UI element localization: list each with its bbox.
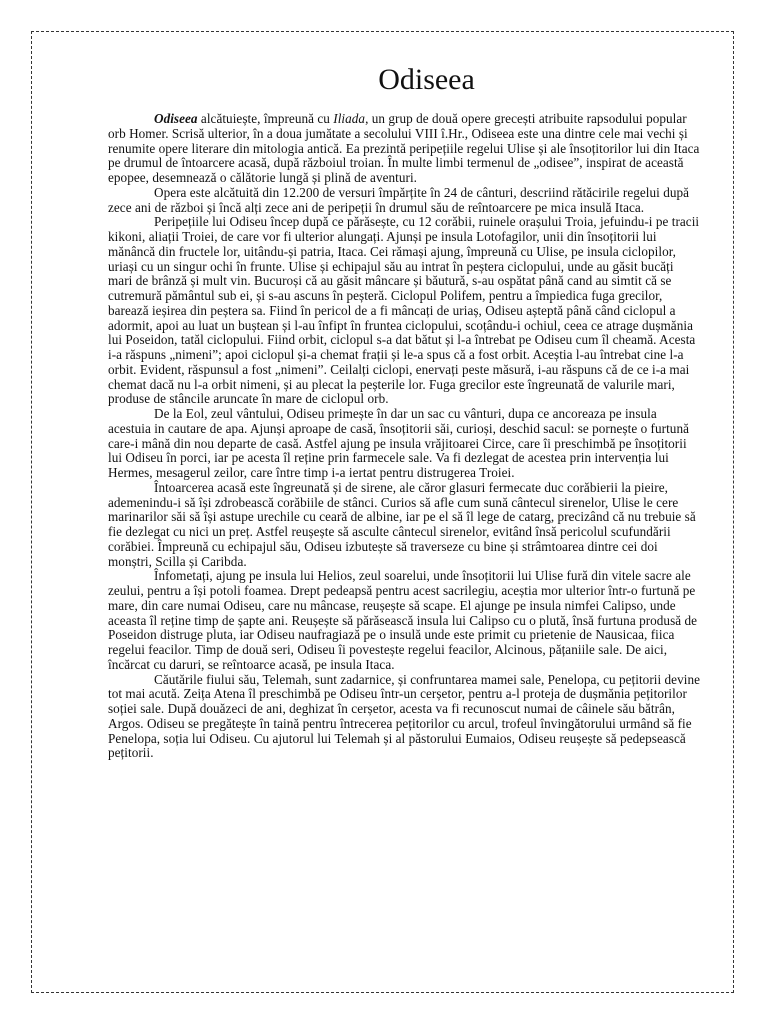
paragraph: Căutările fiului său, Telemah, sunt zadarnice, și confruntarea mamei sale, Penelopa, cu pețitorii devine tot mai acută. Zeița Atena îl preschimbă pe Odiseu într-un cerșetor, pentru a-l proteja de dușmănia pețitorilor soției sale. După douăzeci de ani, deghizat în cerșetor, acesta va fi recunoscut numai de câinele său bătrân, Argos. Odiseu se pregătește în taină pentru întrecerea pețitorilor cu arcul, trofeul învingătorului urmând să fie Penelopa, soția lui Odiseu. Cu ajutorul lui Telemah și al păstorului Eumaios, Odiseu reușește să pedepsească pețitorii. — [108, 671, 700, 761]
title-reference-iliada: Iliada — [333, 111, 366, 126]
title-reference-odiseea: Odiseea — [154, 111, 198, 126]
intro-text-part2: , un grup de două opere grecești atribuite rapsodului popular orb Homer. Scrisă ulterior, în a doua jumătate a secolului VIII î.Hr., Odiseea este una dintre cele mai vechi și renumite opere literare din mitologia antică. Ea prezintă peripețiile regelui Ulise și ale însoțitorilor lui din Itaca pe drumul de întoarcere acasă, după războiul troian. În multe limbi termenul de „odisee”, inspirat de această epopee, desemnează o călătorie lungă și plină de aventuri. — [108, 111, 700, 185]
paragraph: Peripețiile lui Odiseu încep după ce părăsește, cu 12 corăbii, ruinele orașului Troia, jefuindu-i pe tracii kikoni, aliații Troiei, de care vor fi ulterior alungați. Ajunși pe insula Lotofagilor, unii din însoțitorii lui mănâncă din fructele lor, uitându-și patria, Itaca. Cei rămași ajung, împreună cu Ulise, pe insula ciclopilor, uriași cu un singur ochi în frunte. Ulise și echipajul său au intrat în peștera ciclopului, unde au găsit bucăți mari de brânză și mult vin. Bucuroși că au găsit mâncare și băutură, s-au ospătat până cand au simtit că se cutremură pământul sub ei, și s-au ascuns în peșteră. Ciclopul Polifem, pentru a împiedica fuga grecilor, barează ieșirea din peștera sa. Fiind în pericol de a fi mâncați de uriaș, Odiseu așteptă până când ciclopul a adormit, apoi au luat un buștean și l-au înfipt în fruntea ciclopului, scoțându-i ochiul, ceea ce atrage dușmănia lui Poseidon, tatăl ciclopului. Fiind orbit, ciclopul s-a dat bătut și l-a întrebat pe Odiseu cum îl cheamă. Acesta i-a răspuns „nimeni”; apoi ciclopul și-a chemat frații și le-a spus că a fost orbit. Aceștia l-au întrebat cine l-a orbit. Evident, răspunsul a fost „nimeni”. Ceilalți ciclopi, enervați peste măsură, i-au răspuns că de ce i-a mai chemat dacă nu l-a orbit nimeni, și au plecat la peșterile lor. Fuga grecilor este îngreunată de valurile mari, produse de stâncile aruncate în mare de ciclopul orb. — [108, 214, 700, 407]
intro-text-part1: alcătuiește, împreună cu — [197, 111, 334, 126]
document-body — [108, 58, 700, 761]
page-title: Odiseea — [378, 63, 475, 96]
paragraph: Înfometați, ajung pe insula lui Helios, zeul soarelui, unde însoțitorii lui Ulise fură din vitele sacre ale zeului, pentru a își potoli foamea. Drept pedeapsă pentru acest sacrilegiu, aceștia mor ulterior într-o furtună pe mare, din care numai Odiseu, care nu mâncase, reușește să scape. El ajunge pe insula nimfei Calipso, unde aceasta îl reține timp de șapte ani. Reușește să părăsească insula lui Calipso cu o plută, însă furtuna produsă de Poseidon distruge pluta, iar Odiseu naufragiază pe o insulă unde este primit cu prietenie de Nausicaa, fiica regelui feacilor. Timp de două seri, Odiseu îi povestește regelui feacilor, Alcinous, pățaniile sale. De aici, încărcat cu daruri, se reîntoarce acasă, pe insula Itaca. — [108, 568, 698, 672]
paragraph-intro — [108, 112, 700, 186]
paragraph: De la Eol, zeul vântului, Odiseu primește în dar un sac cu vânturi, dupa ce ancoreaza pe insula acestuia in cautare de apa. Ajunși aproape de casă, însoțitorii săi, curioși, deschid sacul: se pornește o furtună care-i mână din nou departe de casă. Astfel ajung pe insula vrăjitoarei Circe, care îi preschimbă pe însoțitorii lui Odiseu în porci, iar pe acesta îl reține prin farmecele sale. Va fi dezlegat de acestea prin intervenția lui Hermes, mesagerul zeilor, care între timp i-a iertat pentru distrugerea Troiei. — [108, 406, 689, 480]
paragraph: Întoarcerea acasă este îngreunată și de sirene, ale căror glasuri fermecate duc corăbierii la pieire, ademenindu-i să își zdrobească corăbiile de stânci. Curios să afle cum sună cântecul sirenelor, Ulise le cere marinarilor săi să își astupe urechile cu ceară de albine, iar pe el să îl lege de catarg, precizând că nu trebuie să fie dezlegat cu nici un preț. Astfel reușește să asculte cântecul sirenelor, evitând însă pericolul scufundării corăbiei. Împreună cu echipajul său, Odiseu izbutește să traverseze cu bine și strâmtoarea dintre cei doi monștri, Scilla și Caribda. — [108, 479, 696, 569]
paragraph: Opera este alcătuită din 12.200 de versuri împărțite în 24 de cânturi, descriind rătăcirile regelui după zece ani de război și încă alți zece ani de peripeții în drumul său de reîntoarcere pe mica insulă Itaca. — [108, 184, 690, 215]
